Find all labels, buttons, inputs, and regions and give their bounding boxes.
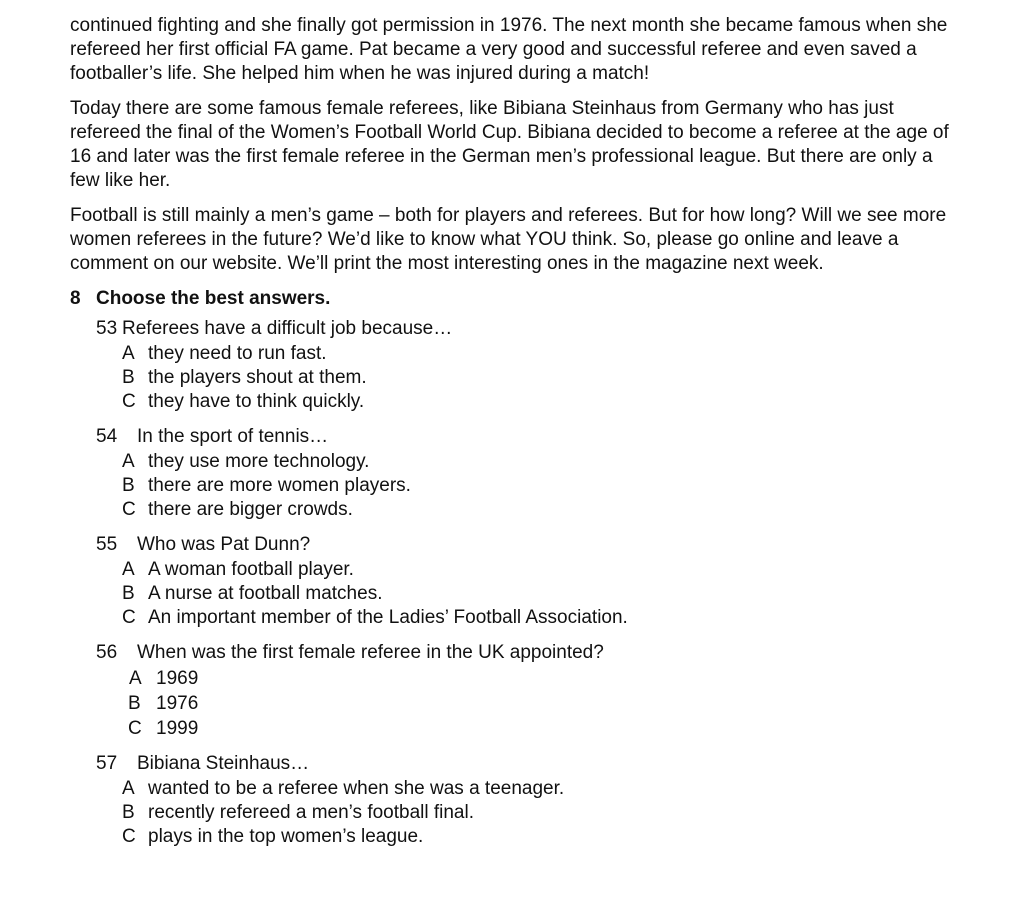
option-letter: B bbox=[122, 475, 135, 496]
question-number: 53 bbox=[96, 318, 118, 339]
option-letter: C bbox=[122, 499, 136, 520]
option-text: plays in the top women’s league. bbox=[148, 826, 424, 847]
question-number: 55 bbox=[96, 534, 118, 555]
option-text: An important member of the Ladies’ Football Association. bbox=[148, 607, 628, 628]
task-heading bbox=[70, 287, 970, 311]
question-text: Bibiana Steinhaus… bbox=[137, 753, 310, 774]
answer-option-c[interactable] bbox=[96, 716, 970, 741]
option-letter: C bbox=[128, 718, 142, 739]
question-number: 56 bbox=[96, 642, 118, 663]
option-text: 1969 bbox=[156, 668, 199, 689]
option-letter: A bbox=[122, 451, 135, 472]
question-53 bbox=[96, 316, 970, 414]
question-57 bbox=[96, 751, 970, 849]
question-stem bbox=[96, 640, 970, 666]
question-stem bbox=[96, 424, 970, 450]
question-text: Referees have a difficult job because… bbox=[122, 318, 453, 339]
answer-option-b[interactable] bbox=[96, 801, 970, 825]
answer-option-c[interactable] bbox=[96, 825, 970, 849]
answer-option-c[interactable] bbox=[96, 606, 970, 630]
passage-paragraph-3: Football is still mainly a men’s game – both for players and referees. But for how long? Will we see more women referees in the future? We’d like to know what YOU think. So, please go online and leave a comment on our website. We’ll print the most interesting ones in the magazine next week. bbox=[70, 205, 947, 274]
option-letter: B bbox=[128, 693, 141, 714]
option-letter: A bbox=[122, 559, 135, 580]
question-55 bbox=[96, 532, 970, 630]
task-instruction: Choose the best answers. bbox=[96, 288, 331, 309]
answer-option-c[interactable] bbox=[96, 390, 970, 414]
answer-option-b[interactable] bbox=[96, 582, 970, 606]
question-stem bbox=[96, 316, 970, 342]
question-54 bbox=[96, 424, 970, 522]
passage-paragraph-2: Today there are some famous female referees, like Bibiana Steinhaus from Germany who has just refereed the final of the Women’s Football World Cup. Bibiana decided to become a referee at the age of 16 and later was the first female referee in the German men’s professional league. But there are only a few like her. bbox=[70, 98, 949, 191]
answer-option-a[interactable] bbox=[96, 450, 970, 474]
question-text: Who was Pat Dunn? bbox=[137, 534, 311, 555]
answer-option-b[interactable] bbox=[96, 474, 970, 498]
question-56 bbox=[96, 640, 970, 741]
answer-option-b[interactable] bbox=[96, 691, 970, 716]
option-letter: A bbox=[122, 778, 135, 799]
answer-option-b[interactable] bbox=[96, 366, 970, 390]
answer-option-a[interactable] bbox=[96, 666, 970, 691]
question-stem bbox=[96, 532, 970, 558]
option-text: they use more technology. bbox=[148, 451, 370, 472]
answer-option-a[interactable] bbox=[96, 777, 970, 801]
question-stem bbox=[96, 751, 970, 777]
option-text: 1999 bbox=[156, 718, 199, 739]
option-letter: B bbox=[122, 583, 135, 604]
option-letter: A bbox=[129, 668, 142, 689]
passage-paragraph-1: continued fighting and she finally got permission in 1976. The next month she became famous when she refereed her first official FA game. Pat became a very good and successful referee and even saved a footballer’s life. She helped him when he was injured during a match! bbox=[70, 15, 948, 84]
option-text: they have to think quickly. bbox=[148, 391, 365, 412]
option-text: the players shout at them. bbox=[148, 367, 367, 388]
question-list bbox=[96, 316, 970, 849]
answer-option-c[interactable] bbox=[96, 498, 970, 522]
option-text: there are bigger crowds. bbox=[148, 499, 353, 520]
option-letter: C bbox=[122, 391, 136, 412]
option-letter: A bbox=[122, 343, 135, 364]
question-text: When was the first female referee in the UK appointed? bbox=[137, 642, 604, 663]
answer-option-a[interactable] bbox=[96, 342, 970, 366]
option-text: wanted to be a referee when she was a teenager. bbox=[148, 778, 565, 799]
option-letter: B bbox=[122, 367, 135, 388]
option-letter: B bbox=[122, 802, 135, 823]
question-text: In the sport of tennis… bbox=[137, 426, 329, 447]
option-text: there are more women players. bbox=[148, 475, 411, 496]
worksheet-page bbox=[70, 14, 970, 859]
option-text: 1976 bbox=[156, 693, 199, 714]
option-letter: C bbox=[122, 826, 136, 847]
option-text: A nurse at football matches. bbox=[148, 583, 383, 604]
option-letter: C bbox=[122, 607, 136, 628]
question-number: 54 bbox=[96, 426, 118, 447]
answer-option-a[interactable] bbox=[96, 558, 970, 582]
task-number: 8 bbox=[70, 288, 81, 309]
reading-passage bbox=[70, 14, 970, 276]
option-text: recently refereed a men’s football final. bbox=[148, 802, 474, 823]
option-text: they need to run fast. bbox=[148, 343, 327, 364]
question-number: 57 bbox=[96, 753, 118, 774]
option-text: A woman football player. bbox=[148, 559, 354, 580]
